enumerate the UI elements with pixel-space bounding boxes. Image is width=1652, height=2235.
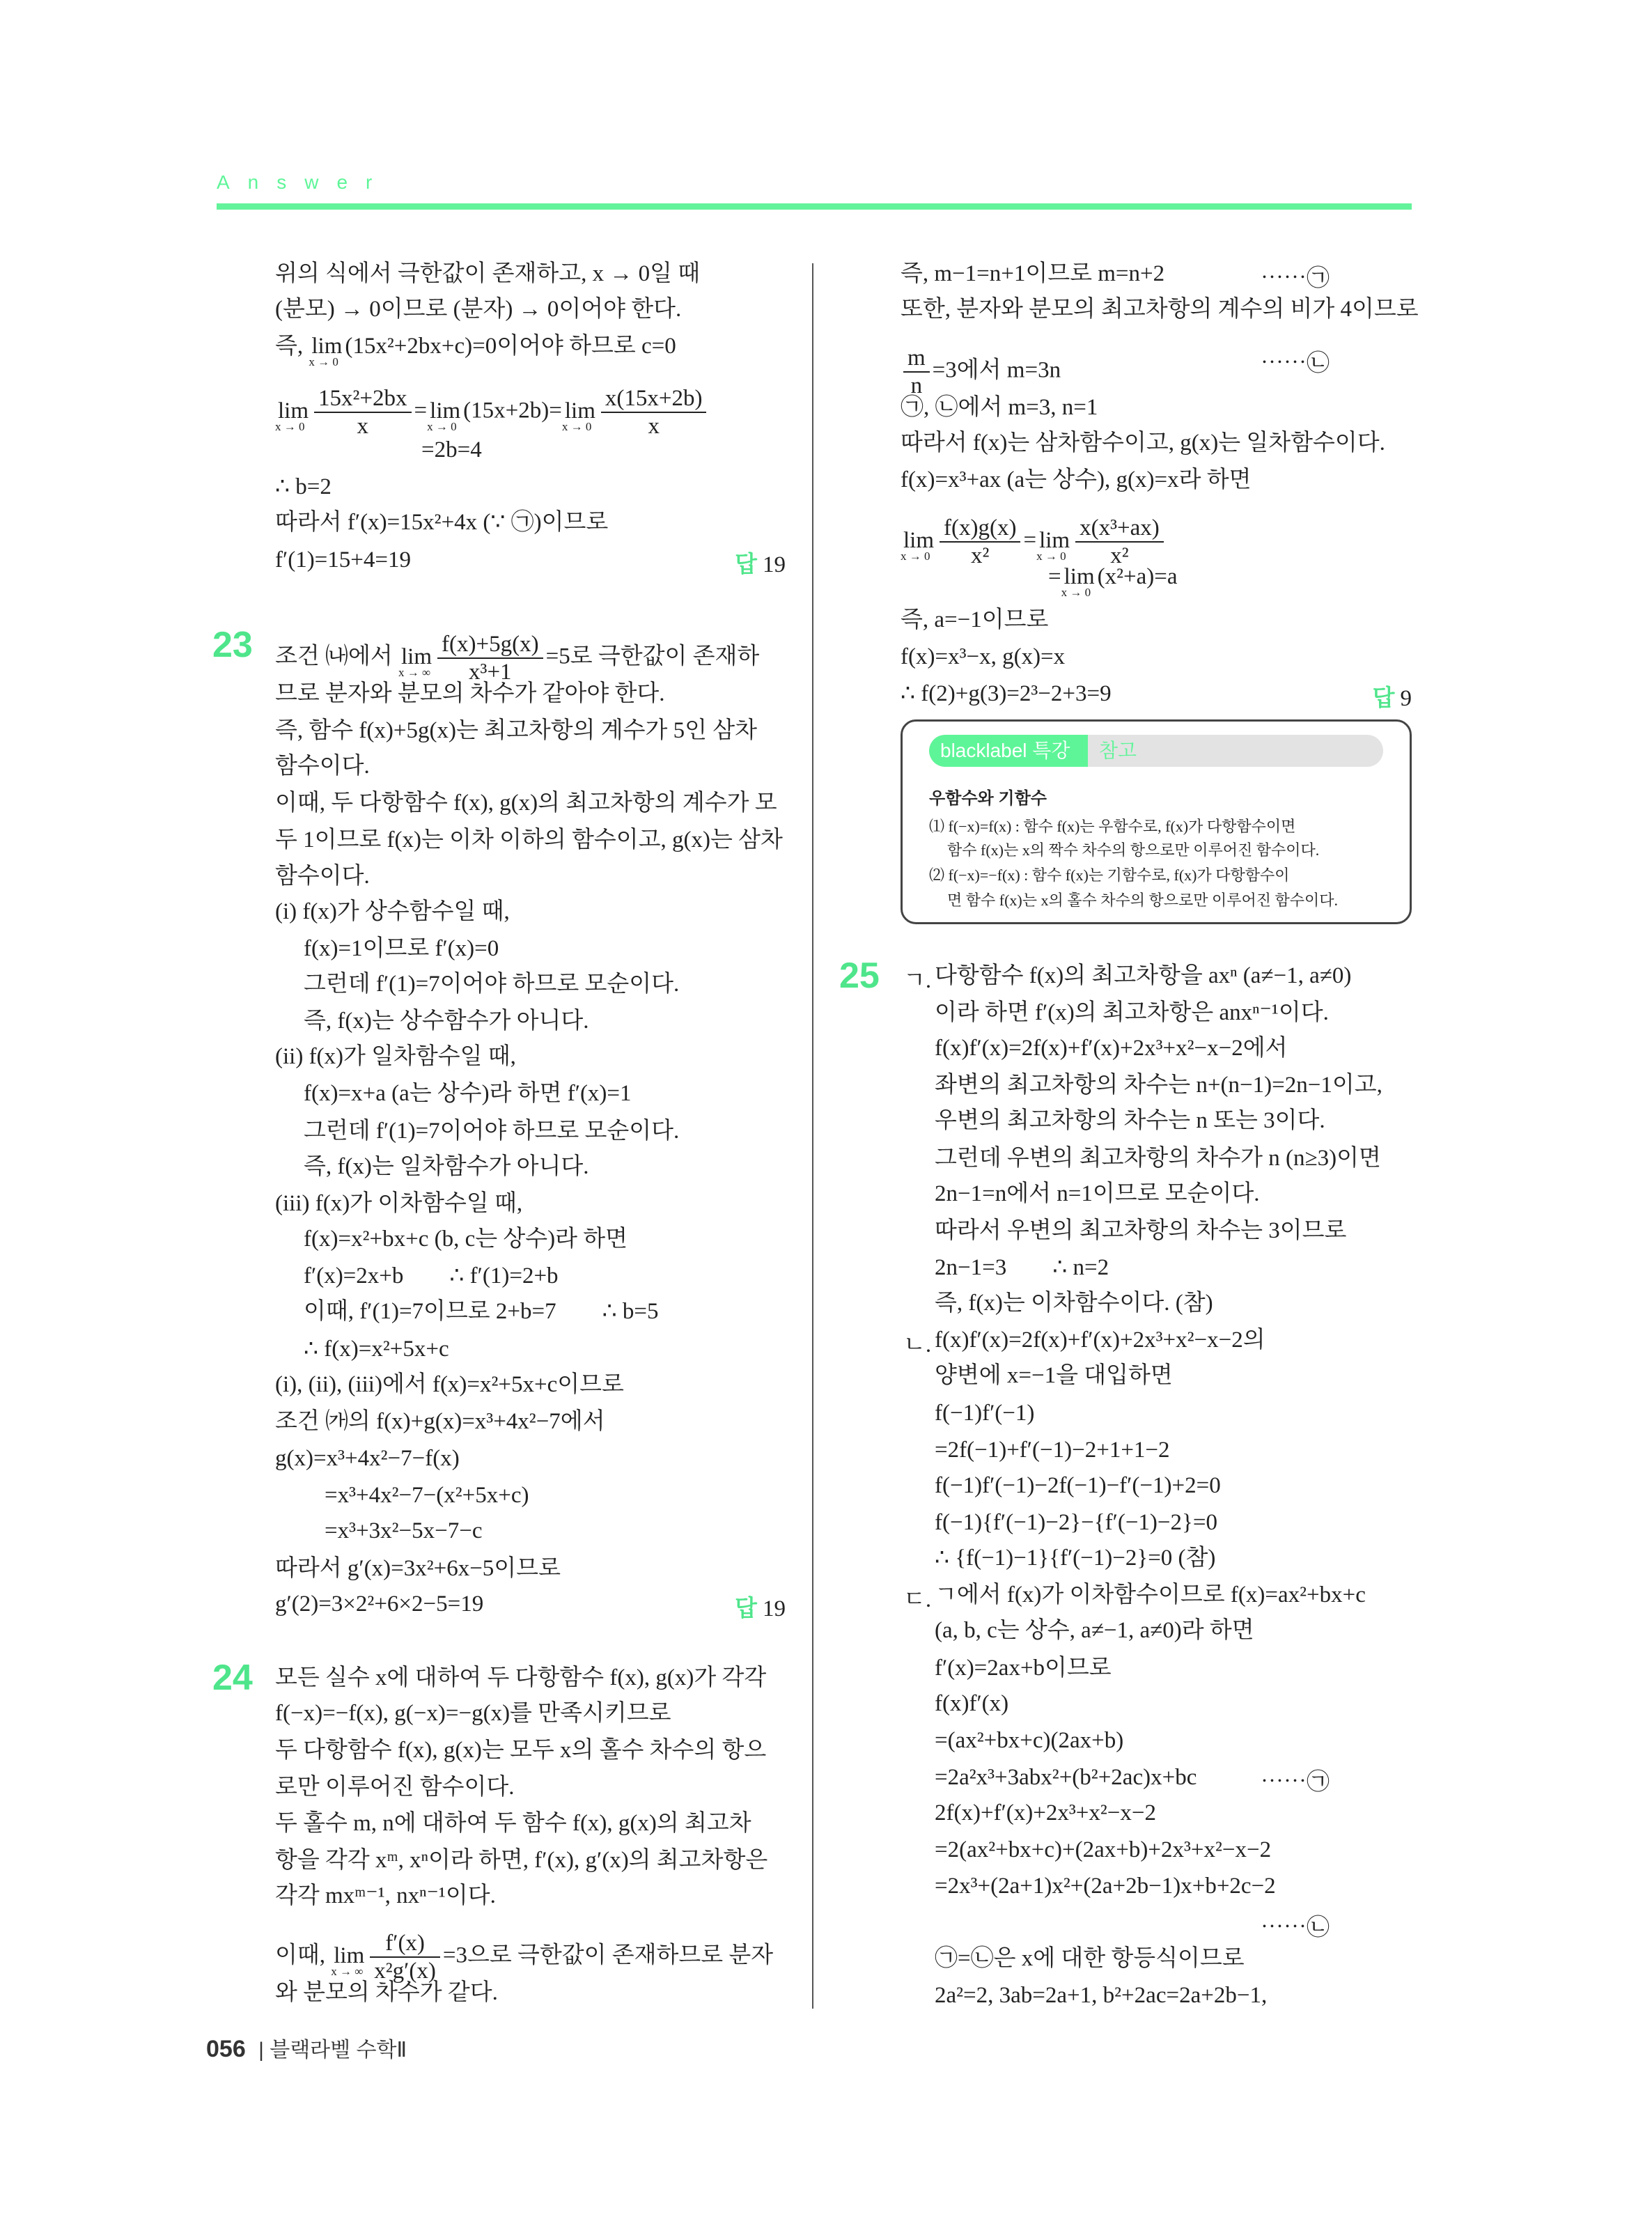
text-run: (a, b, c는 상수, a≠−1, a≠0)라 하면 <box>935 1618 1254 1643</box>
text-line <box>275 631 759 685</box>
note-line: 면 함수 f(x)는 x의 홀수 차수의 항으로만 이루어진 함수이다. <box>947 891 1339 909</box>
text-run: ㄱ에서 f(x)가 이차함수이므로 f(x)=ax²+bx+c <box>935 1582 1366 1607</box>
text-line <box>935 1436 1170 1464</box>
text-run: f(x)=1이므로 f′(x)=0 <box>304 936 499 961</box>
text-run: 함수이다. <box>275 754 370 779</box>
text-run: =3에서 m=3n <box>932 357 1061 383</box>
limit-operator: lim x → ∞ <box>331 1942 365 1978</box>
fraction-denominator: x² <box>1110 543 1129 568</box>
text-line <box>935 1254 1109 1282</box>
text-line <box>935 1581 1366 1609</box>
text-run: =x³+3x²−5x−7−c <box>325 1518 483 1543</box>
text-line <box>275 1699 671 1727</box>
text-run: 두 1이므로 f(x)는 이차 이하의 함수이고, g(x)는 삼차 <box>275 827 783 852</box>
text-line <box>275 546 411 574</box>
text-line <box>275 473 332 501</box>
item-marker: ㄷ. <box>903 1587 932 1612</box>
text-line <box>935 1071 1382 1099</box>
text-line <box>935 1217 1346 1245</box>
text-line <box>935 1945 1245 1972</box>
text-line <box>275 1930 773 1984</box>
text-line <box>935 1617 1254 1644</box>
limit-subscript: x → ∞ <box>331 1964 364 1978</box>
text-line <box>275 1371 624 1399</box>
text-line <box>275 1979 498 2007</box>
text-run: 따라서 f′(x)=15x²+4x (∵ ㉠)이므로 <box>275 510 609 535</box>
text-run: 함수이다. <box>275 864 370 889</box>
text-run: =x³+4x²−7−(x²+5x+c) <box>325 1483 529 1508</box>
book-title: 블랙라벨 수학Ⅱ <box>270 2039 407 2062</box>
text-run: 2n−1=n에서 n=1이므로 모순이다. <box>935 1181 1260 1206</box>
text-line <box>304 1117 679 1145</box>
text-run: f(x)f′(x) <box>935 1691 1009 1716</box>
fraction-numerator: f(x)g(x) <box>940 515 1020 543</box>
text-line <box>935 1763 1197 1791</box>
text-run: 위의 식에서 극한값이 존재하고, x → 0일 때 <box>275 261 701 286</box>
text-run: f(−1){f′(−1)−2}−{f′(−1)−2}=0 <box>935 1510 1217 1535</box>
text-run: 좌변의 최고차항의 차수는 n+(n−1)=2n−1이고, <box>935 1073 1382 1098</box>
answer-value: 19 <box>763 552 786 577</box>
equation-tag: ⋯⋯㉡ <box>1261 1915 1330 1940</box>
text-line <box>901 295 1419 323</box>
answer-label <box>735 546 786 579</box>
text-run: f(x)f′(x)=2f(x)+f′(x)+2x³+x²−x−2에서 <box>935 1036 1288 1061</box>
text-run: 즉, 함수 f(x)+5g(x)는 최고차항의 계수가 5인 삼차 <box>275 718 757 743</box>
text-run: f(x)=x³+ax (a는 상수), g(x)=x라 하면 <box>901 467 1252 492</box>
answer-value: 19 <box>763 1596 786 1621</box>
text-run: (15x²+2bx+c)=0이어야 하므로 c=0 <box>345 334 676 359</box>
text-run: (분모) → 0이므로 (분자) → 0이어야 한다. <box>275 297 682 322</box>
limit-subscript: x → ∞ <box>398 665 431 679</box>
text-line <box>275 1809 751 1837</box>
text-line <box>275 1408 605 1435</box>
fraction <box>1075 515 1164 569</box>
text-line <box>275 826 783 854</box>
text-run: g(x)=x³+4x²−7−f(x) <box>275 1446 460 1471</box>
text-line <box>935 962 1351 990</box>
text-run: 즉, f(x)는 일차함수가 아니다. <box>304 1154 589 1179</box>
limit-operator: lim x → 0 <box>309 334 343 368</box>
note-header <box>929 735 1383 767</box>
fraction <box>370 1930 440 1984</box>
text-run: ㉠, ㉡에서 m=3, n=1 <box>901 395 1098 420</box>
text-line <box>275 717 757 745</box>
answer-key: 답 <box>735 551 757 577</box>
text-line <box>935 1654 1112 1682</box>
text-line <box>935 1362 1173 1389</box>
text-line <box>901 515 1167 569</box>
text-line <box>275 1664 766 1692</box>
text-run: 두 다항함수 f(x), g(x)는 모두 x의 홀수 차수의 항으 <box>275 1738 767 1763</box>
text-run: =(ax²+bx+c)(2ax+b) <box>935 1728 1124 1753</box>
limit-subscript: x → 0 <box>901 549 930 563</box>
text-run: 그런데 f′(1)=7이어야 하므로 모순이다. <box>304 1119 680 1144</box>
page-number: 056 <box>206 2036 246 2062</box>
text-line <box>304 1153 589 1181</box>
fraction-denominator: x <box>357 414 369 439</box>
text-line <box>935 1144 1381 1172</box>
text-run: = <box>414 398 428 423</box>
text-run: 그런데 우변의 최고차항의 차수가 n (n≥3)이면 <box>935 1146 1381 1171</box>
text-line <box>275 1555 561 1582</box>
text-run: =3으로 극한값이 존재하므로 분자 <box>442 1942 774 1968</box>
fraction-denominator: x²g′(x) <box>374 1958 436 1984</box>
text-run: 즉, a=−1이므로 <box>901 607 1049 632</box>
text-line <box>304 1007 589 1035</box>
text-run: = <box>1048 564 1061 589</box>
text-run: 이때, f′(1)=7이므로 2+b=7 ∴ b=5 <box>304 1299 659 1324</box>
note-title: 우함수와 기함수 <box>929 789 1047 808</box>
text-line <box>304 1080 632 1107</box>
text-line <box>275 1773 515 1801</box>
fraction-numerator: x(x³+ax) <box>1075 515 1164 543</box>
fraction-numerator: f′(x) <box>370 1930 440 1958</box>
fraction <box>437 631 543 685</box>
note-badge-kind: 참고 <box>1099 740 1137 761</box>
text-run: f′(x)=2x+b ∴ f′(1)=2+b <box>304 1263 559 1288</box>
text-run: 다항함수 f(x)의 최고차항을 axⁿ (a≠−1, a≠0) <box>935 963 1352 988</box>
text-run: g′(2)=3×2²+6×2−5=19 <box>275 1591 484 1617</box>
fraction-numerator: 15x²+2bx <box>314 385 412 413</box>
text-run: 그런데 f′(1)=7이어야 하므로 모순이다. <box>304 972 680 997</box>
answer-label <box>1373 680 1412 712</box>
note-line: ⑵ f(−x)=−f(x) : 함수 f(x)는 기함수로, f(x)가 다항함수이 <box>929 866 1290 884</box>
text-line <box>275 1846 767 1874</box>
text-line <box>935 1289 1213 1317</box>
fraction-numerator: f(x)+5g(x) <box>437 631 543 659</box>
text-line <box>275 1736 766 1764</box>
text-run: f(x)=x²+bx+c (b, c는 상수)라 하면 <box>304 1226 628 1252</box>
answer-key: 답 <box>1372 685 1395 710</box>
text-run: 2f(x)+f′(x)+2x³+x²−x−2 <box>935 1800 1156 1825</box>
text-run: f′(x)=2ax+b이므로 <box>935 1656 1112 1681</box>
text-line <box>275 752 370 780</box>
text-line <box>421 436 482 464</box>
text-line <box>275 1444 460 1472</box>
text-run: (15x+2b)= <box>463 398 562 423</box>
text-line <box>304 970 679 998</box>
blacklabel-note-box <box>901 719 1412 924</box>
text-line <box>275 1590 483 1618</box>
text-run: 각각 mxᵐ⁻¹, nxⁿ⁻¹이다. <box>275 1883 496 1908</box>
fraction-numerator: m <box>903 345 930 373</box>
text-line <box>935 1981 1267 2009</box>
text-line <box>304 1298 659 1325</box>
text-line <box>275 862 370 890</box>
text-line <box>901 394 1098 421</box>
text-line <box>935 1107 1325 1135</box>
text-run: =2f(−1)+f′(−1)−2+1+1−2 <box>935 1438 1170 1463</box>
text-line <box>275 1882 496 1910</box>
text-line <box>901 680 1112 708</box>
text-run: = <box>1023 527 1037 553</box>
text-line <box>304 1262 559 1290</box>
text-line <box>304 935 499 963</box>
text-line <box>935 1544 1215 1572</box>
text-run: (i) f(x)가 상수함수일 때, <box>275 899 510 924</box>
text-line <box>275 680 665 708</box>
text-run: 따라서 우변의 최고차항의 차수는 3이므로 <box>935 1218 1347 1243</box>
text-run: 므로 분자와 분모의 차수가 같아야 한다. <box>275 681 665 706</box>
equation-tag: ⋯⋯㉡ <box>1261 351 1330 376</box>
text-run: f(−1)f′(−1)−2f(−1)−f′(−1)+2=0 <box>935 1473 1221 1498</box>
fraction <box>903 345 930 399</box>
text-line <box>935 1472 1221 1500</box>
text-run: ∴ b=2 <box>275 474 332 499</box>
problem-number: 24 <box>212 1658 253 1698</box>
text-run: 두 홀수 m, n에 대하여 두 함수 f(x), g(x)의 최고차 <box>275 1811 751 1836</box>
text-line <box>901 260 1164 288</box>
answer-label <box>735 1590 786 1623</box>
text-line <box>901 643 1065 671</box>
text-run: 즉, f(x)는 이차함수이다. (참) <box>935 1291 1213 1316</box>
fraction-numerator: x(15x+2b) <box>601 385 707 413</box>
text-run: =2a²x³+3abx²+(b²+2ac)x+bc <box>935 1765 1197 1790</box>
text-run: 와 분모의 차수가 같다. <box>275 1980 498 2005</box>
limit-subscript: x → 0 <box>309 355 338 368</box>
fraction-denominator: x² <box>971 543 990 568</box>
text-run: =5로 극한값이 존재하 <box>545 644 760 669</box>
fraction <box>940 515 1020 569</box>
limit-subscript: x → 0 <box>1061 586 1091 599</box>
limit-operator: lim x → 0 <box>901 527 935 563</box>
text-run: 즉, f(x)는 상수함수가 아니다. <box>304 1009 589 1034</box>
text-line <box>935 1872 1276 1900</box>
text-line <box>304 1335 449 1363</box>
item-marker: ㄱ. <box>903 968 932 993</box>
text-run: ∴ f(x)=x²+5x+c <box>304 1337 449 1362</box>
item-marker: ㄴ. <box>903 1332 932 1357</box>
text-run: (iii) f(x)가 이차함수일 때, <box>275 1191 523 1216</box>
text-line <box>275 332 676 368</box>
text-line <box>935 1034 1288 1062</box>
header-divider <box>217 203 1412 210</box>
limit-operator: lim x → 0 <box>1036 527 1070 563</box>
text-line <box>1048 563 1178 599</box>
text-run: 조건 ㈏에서 <box>275 644 399 669</box>
text-run: 항을 각각 xᵐ, xⁿ이라 하면, f′(x), g′(x)의 최고차항은 <box>275 1848 768 1873</box>
text-line <box>935 1799 1156 1827</box>
text-line <box>901 429 1385 457</box>
equation-tag: ⋯⋯㉠ <box>1261 266 1330 291</box>
text-run: (x²+a)=a <box>1097 564 1178 589</box>
fraction-denominator: x³+1 <box>469 660 512 685</box>
text-run: ∴ {f(−1)−1}{f′(−1)−2}=0 (참) <box>935 1545 1216 1571</box>
text-line <box>935 1326 1265 1354</box>
text-run: (i), (ii), (iii)에서 f(x)=x²+5x+c이므로 <box>275 1372 624 1397</box>
text-line <box>275 789 777 817</box>
equation-tag: ⋯⋯㉠ <box>1261 1770 1330 1795</box>
fraction <box>601 385 707 439</box>
answer-value: 9 <box>1400 686 1412 711</box>
note-line: 함수 f(x)는 x의 짝수 차수의 항으로만 이루어진 함수이다. <box>947 841 1320 859</box>
limit-subscript: x → 0 <box>427 419 457 433</box>
text-line <box>935 1690 1008 1718</box>
text-line <box>935 1399 1034 1427</box>
limit-operator: lim x → 0 <box>275 398 309 433</box>
text-line <box>935 999 1329 1027</box>
footer-separator: | <box>258 2039 264 2062</box>
note-line: ⑴ f(−x)=f(x) : 함수 f(x)는 우함수로, f(x)가 다항함수이면 <box>929 818 1296 835</box>
text-run: 즉, <box>275 334 309 359</box>
text-line <box>325 1481 529 1509</box>
text-run: f(x)=x+a (a는 상수)라 하면 f′(x)=1 <box>304 1081 632 1106</box>
text-line <box>901 345 1061 399</box>
text-run: 이때, 두 다항함수 f(x), g(x)의 최고차항의 계수가 모 <box>275 791 777 816</box>
text-run: f(x)f′(x)=2f(x)+f′(x)+2x³+x²−x−2의 <box>935 1327 1265 1353</box>
text-line <box>275 260 700 288</box>
limit-operator: lim x → 0 <box>561 398 595 433</box>
answer-key: 답 <box>735 1595 757 1621</box>
note-badge: blacklabel 특강 <box>929 735 1088 767</box>
fraction-denominator: x <box>648 414 660 439</box>
text-run: 우변의 최고차항의 차수는 n 또는 3이다. <box>935 1108 1325 1133</box>
text-run: f′(1)=15+4=19 <box>275 547 412 573</box>
text-run: =2b=4 <box>421 437 482 462</box>
limit-operator: lim x → 0 <box>1061 564 1095 599</box>
text-line <box>935 1509 1217 1536</box>
text-run: 조건 ㈎의 f(x)+g(x)=x³+4x²−7에서 <box>275 1409 605 1434</box>
section-header: Answer <box>217 171 391 193</box>
text-run: 로만 이루어진 함수이다. <box>275 1775 515 1800</box>
limit-subscript: x → 0 <box>561 419 592 433</box>
column-divider <box>812 263 813 2009</box>
fraction-denominator: n <box>910 373 923 398</box>
text-run: 모든 실수 x에 대하여 두 다항함수 f(x), g(x)가 각각 <box>275 1665 767 1690</box>
limit-operator: lim x → 0 <box>427 398 461 433</box>
limit-operator: lim x → ∞ <box>398 644 433 679</box>
text-line <box>275 508 608 536</box>
text-line <box>935 1836 1271 1864</box>
text-line <box>275 898 510 926</box>
text-run: 2n−1=3 ∴ n=2 <box>935 1255 1109 1280</box>
text-run: 이때, <box>275 1942 332 1968</box>
text-run: 따라서 f(x)는 삼차함수이고, g(x)는 일차함수이다. <box>901 430 1385 455</box>
problem-number: 23 <box>212 625 253 665</box>
text-run: f(−x)=−f(x), g(−x)=−g(x)를 만족시키므로 <box>275 1701 671 1726</box>
text-line <box>901 606 1048 634</box>
text-run: =2(ax²+bx+c)+(2ax+b)+2x³+x²−x−2 <box>935 1837 1272 1862</box>
limit-subscript: x → 0 <box>1036 549 1066 563</box>
text-run: 이라 하면 f′(x)의 최고차항은 anxⁿ⁻¹이다. <box>935 1000 1329 1025</box>
text-run: 즉, m−1=n+1이므로 m=n+2 <box>901 261 1165 286</box>
text-line <box>275 295 681 323</box>
text-run: f(−1)f′(−1) <box>935 1401 1035 1426</box>
text-run: ㉠=㉡은 x에 대한 항등식이므로 <box>935 1946 1245 1971</box>
text-run: 2a²=2, 3ab=2a+1, b²+2ac=2a+2b−1, <box>935 1983 1268 2008</box>
text-line <box>935 1180 1260 1208</box>
text-line <box>901 466 1251 494</box>
text-run: 양변에 x=−1을 대입하면 <box>935 1363 1173 1388</box>
text-run: ∴ f(2)+g(3)=2³−2+3=9 <box>901 681 1112 706</box>
text-run: 또한, 분자와 분모의 최고차항의 계수의 비가 4이므로 <box>901 297 1419 322</box>
text-line <box>325 1517 483 1545</box>
text-line <box>304 1225 628 1253</box>
page-footer <box>206 2032 407 2063</box>
text-line <box>935 1727 1123 1754</box>
text-line <box>275 385 709 439</box>
fraction <box>314 385 412 439</box>
text-run: =2x³+(2a+1)x²+(2a+2b−1)x+b+2c−2 <box>935 1874 1276 1899</box>
text-line <box>275 1190 522 1217</box>
text-run: f(x)=x³−x, g(x)=x <box>901 644 1066 669</box>
problem-number: 25 <box>839 956 880 996</box>
limit-subscript: x → 0 <box>275 419 305 433</box>
text-run: 따라서 g′(x)=3x²+6x−5이므로 <box>275 1556 561 1581</box>
text-run: (ii) f(x)가 일차함수일 때, <box>275 1044 516 1069</box>
text-line <box>275 1043 516 1070</box>
